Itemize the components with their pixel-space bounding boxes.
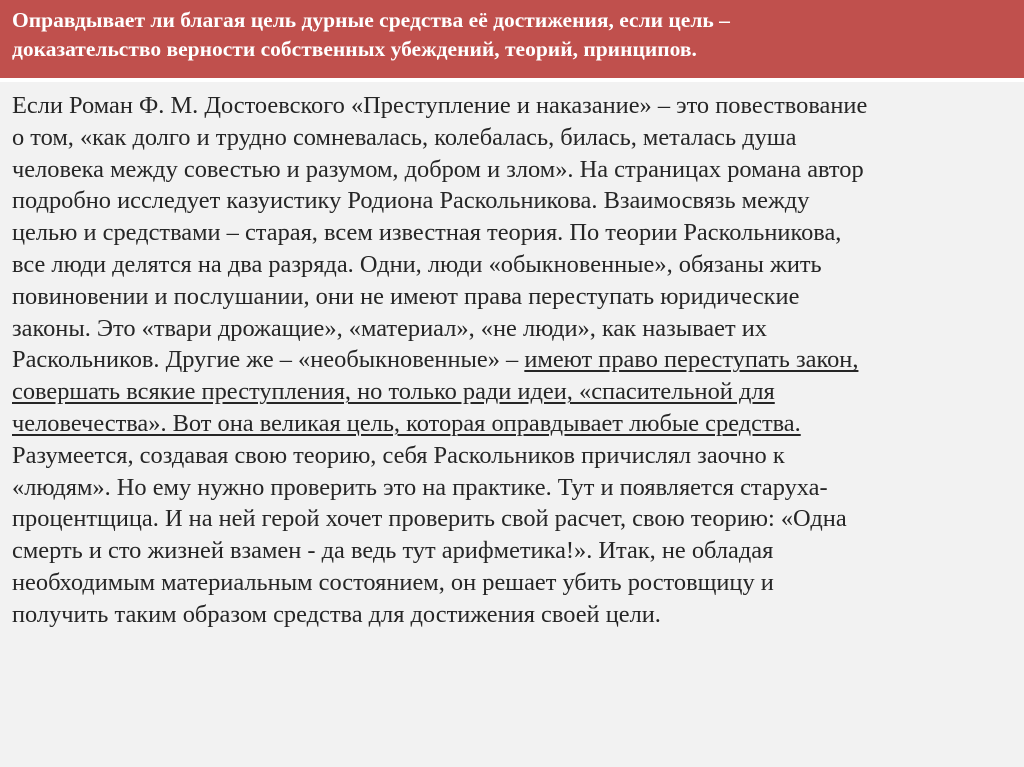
title-line: Оправдывает ли благая цель дурные средства её достижения, если цель – <box>12 8 730 32</box>
underlined-line: совершать всякие преступления, но только ради идеи, «спасительной для <box>12 378 775 406</box>
body-line: Разумеется, создавая свою теорию, себя Раскольников причислял заочно к <box>12 441 785 469</box>
body-line-lead: Раскольников. Другие же – «необыкновенные» – <box>12 346 525 374</box>
body-paragraph <box>12 90 1012 631</box>
body-line: Если Роман Ф. М. Достоевского «Преступление и наказание» – это повествование <box>12 92 868 119</box>
slide-title <box>12 6 1012 64</box>
title-line: доказательство верности собственных убеждений, теорий, принципов. <box>12 37 697 61</box>
body-line: о том, «как долго и трудно сомневалась, колебалась, билась, металась душа <box>12 123 797 151</box>
body-line: смерть и сто жизней взамен - да ведь тут арифметика!». Итак, не обладая <box>12 537 774 565</box>
text-box <box>0 82 1024 767</box>
body-line: повиновении и послушании, они не имеют права переступать юридические <box>12 282 800 310</box>
body-line: все люди делятся на два разряда. Одни, люди «обыкновенные», обязаны жить <box>12 250 822 278</box>
body-line: необходимым материальным состоянием, он решает убить ростовщицу и <box>12 568 774 596</box>
body-line: человека между совестью и разумом, добром и злом». На страницах романа автор <box>12 155 864 183</box>
body-line: законы. Это «твари дрожащие», «материал», «не люди», как называет их <box>12 314 767 342</box>
underlined-text: имеют право переступать закон, <box>524 346 859 374</box>
body-line: подробно исследует казуистику Родиона Раскольникова. Взаимосвязь между <box>12 187 810 215</box>
body-line: процентщица. И на ней герой хочет проверить свой расчет, свою теорию: «Одна <box>12 505 847 533</box>
body-line: получить таким образом средства для достижения своей цели. <box>12 600 661 628</box>
body-line: целью и средствами – старая, всем известная теория. По теории Раскольникова, <box>12 219 842 247</box>
body-line-mixed <box>12 344 1012 376</box>
body-line: «людям». Но ему нужно проверить это на практике. Тут и появляется старуха- <box>12 473 828 501</box>
title-banner <box>0 0 1024 78</box>
underlined-line-wrap <box>12 408 1012 440</box>
underlined-text: человечества». Вот она великая цель, которая оправдывает любые средства. <box>12 409 801 437</box>
